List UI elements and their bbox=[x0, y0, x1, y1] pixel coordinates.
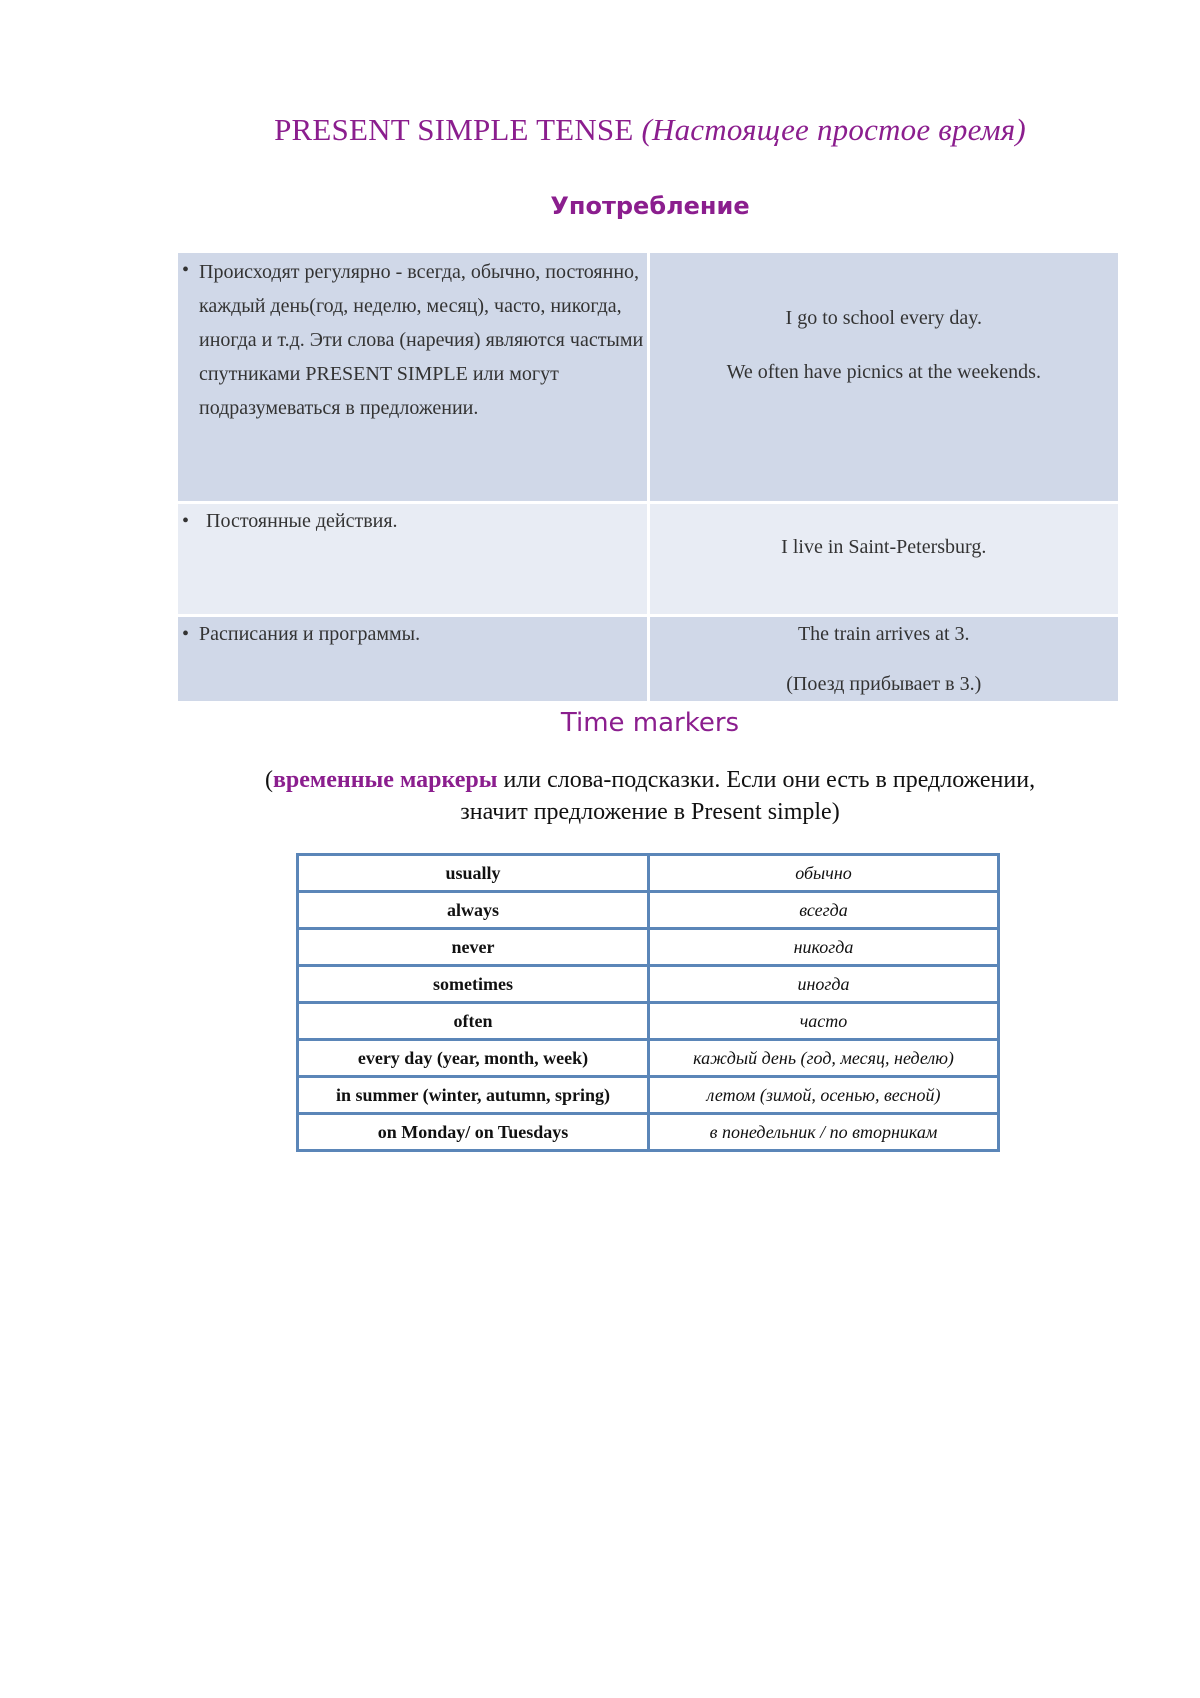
usage-example-cell bbox=[650, 617, 1119, 701]
note-open-paren: ( bbox=[264, 767, 273, 793]
time-marker-row bbox=[298, 1077, 999, 1114]
usage-description: • Происходят регулярно - всегда, обычно, постоянно, каждый день(год, неделю, месяц), часто, никогда, иногда и т.д. Эти слова (наречия) являются частыми спутниками PRESENT SIMPLE или могут подразумеваться в предложении. bbox=[178, 253, 647, 425]
time-markers-note bbox=[0, 764, 1200, 828]
usage-example-cell bbox=[650, 504, 1119, 617]
time-marker-english: sometimes bbox=[298, 966, 649, 1003]
time-marker-row bbox=[298, 1003, 999, 1040]
time-marker-row bbox=[298, 929, 999, 966]
time-marker-russian: часто bbox=[649, 1003, 999, 1040]
note-text-line1: или слова-подсказки. Если они есть в предложении, bbox=[497, 767, 1036, 793]
usage-description-cell bbox=[178, 504, 647, 617]
usage-row bbox=[178, 253, 1118, 504]
usage-description: • Постоянные действия. bbox=[178, 504, 647, 538]
time-marker-russian: в понедельник / по вторникам bbox=[649, 1114, 999, 1151]
time-marker-russian: всегда bbox=[649, 892, 999, 929]
time-marker-english: in summer (winter, autumn, spring) bbox=[298, 1077, 649, 1114]
time-markers-table bbox=[296, 853, 1000, 1152]
usage-description-cell bbox=[178, 253, 647, 504]
time-marker-row bbox=[298, 1040, 999, 1077]
usage-example-cell bbox=[650, 253, 1119, 504]
usage-table bbox=[175, 253, 1121, 701]
usage-example: The train arrives at 3. bbox=[797, 623, 970, 645]
time-marker-english: usually bbox=[298, 855, 649, 892]
time-marker-russian: каждый день (год, месяц, неделю) bbox=[649, 1040, 999, 1077]
time-marker-row bbox=[298, 966, 999, 1003]
title-english: PRESENT SIMPLE TENSE bbox=[274, 112, 634, 147]
usage-heading: Употребление bbox=[550, 192, 750, 220]
time-marker-english: always bbox=[298, 892, 649, 929]
time-marker-row bbox=[298, 1114, 999, 1151]
time-marker-english: every day (year, month, week) bbox=[298, 1040, 649, 1077]
note-text-line2: значит предложение в Present simple) bbox=[460, 799, 840, 825]
usage-row bbox=[178, 504, 1118, 617]
usage-description: • Расписания и программы. bbox=[178, 617, 647, 651]
usage-row bbox=[178, 617, 1118, 701]
time-markers-heading: Time markers bbox=[560, 708, 740, 738]
usage-example: I go to school every day. bbox=[785, 307, 982, 329]
time-marker-russian: летом (зимой, осенью, весной) bbox=[649, 1077, 999, 1114]
usage-example: We often have picnics at the weekends. bbox=[726, 361, 1041, 383]
time-marker-russian: обычно bbox=[649, 855, 999, 892]
note-highlight: временные маркеры bbox=[272, 767, 498, 793]
usage-description-cell bbox=[178, 617, 647, 701]
page-title bbox=[0, 112, 1200, 148]
time-marker-english: often bbox=[298, 1003, 649, 1040]
time-marker-english: on Monday/ on Tuesdays bbox=[298, 1114, 649, 1151]
title-russian: (Настоящее простое время) bbox=[641, 112, 1026, 147]
time-marker-russian: иногда bbox=[649, 966, 999, 1003]
time-marker-english: never bbox=[298, 929, 649, 966]
usage-example: (Поезд прибывает в 3.) bbox=[786, 673, 982, 695]
time-marker-russian: никогда bbox=[649, 929, 999, 966]
time-marker-row bbox=[298, 892, 999, 929]
time-marker-row bbox=[298, 855, 999, 892]
usage-example: I live in Saint-Petersburg. bbox=[781, 536, 987, 558]
